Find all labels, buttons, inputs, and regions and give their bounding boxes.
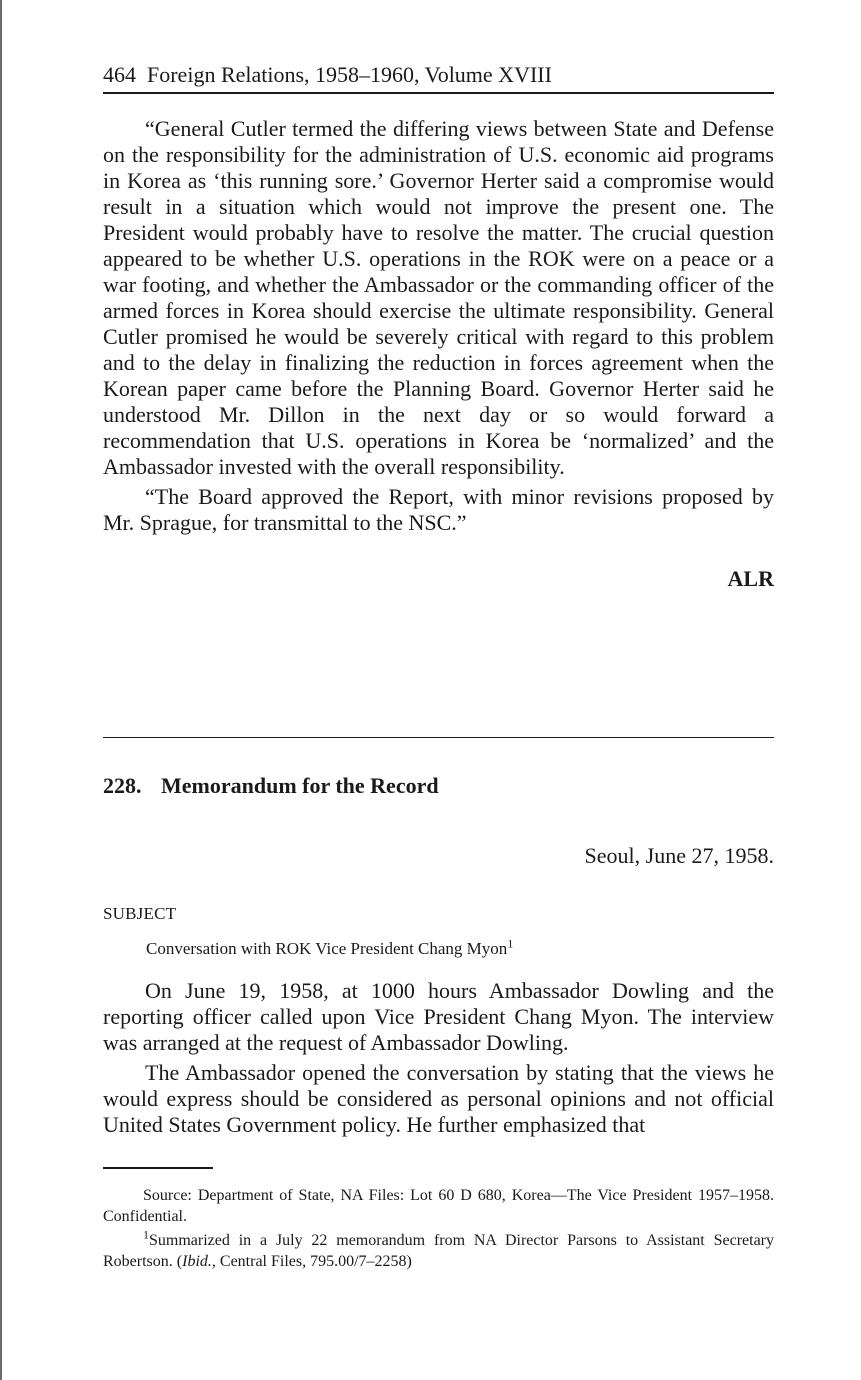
document-number: 228. [103, 773, 142, 798]
running-title: Foreign Relations, 1958–1960, Volume XVIII [147, 62, 552, 87]
paragraph: The Ambassador opened the conversation by stating that the views he would express should be considered as personal opinions and not official United States Government policy. He further emphasized that [103, 1060, 774, 1137]
signature-initials: ALR [727, 566, 774, 591]
subject-text: Conversation with ROK Vice President Chang Myon [146, 939, 508, 958]
document-title: Memorandum for the Record [161, 773, 439, 798]
source-note: Source: Department of State, NA Files: Lot 60 D 680, Korea—The Vice President 1957–1958. Confidential. [103, 1187, 774, 1225]
paragraph: “The Board approved the Report, with minor revisions proposed by Mr. Sprague, for transmittal to the NSC.” [103, 484, 774, 535]
subject-label: SUBJECT [103, 904, 177, 923]
page-number: 464 [103, 62, 136, 87]
header-rule [103, 92, 774, 94]
footnote-mark: 1 [143, 1227, 149, 1242]
document-separator [103, 737, 774, 738]
page-edge [0, 0, 2, 1380]
footnotes [103, 1185, 774, 1272]
document-body [103, 978, 774, 1138]
subject-line [146, 938, 513, 960]
paragraph: “General Cutler termed the differing views between State and Defense on the responsibility for the administration of U.S. economic aid programs in Korea as ‘this running sore.’ Governor Herter said a compromise would result in a situation which would not improve the present one. The President would probably have to resolve the matter. The crucial question appeared to be whether U.S. operations in the ROK were on a peace or a war footing, and whether the Ambassador or the commanding officer of the armed forces in Korea should exercise the ultimate responsibility. General Cutler promised he would be severely critical with regard to this problem and to the delay in finalizing the reduction in forces agreement when the Korean paper came before the Planning Board. Governor Herter said he understood Mr. Dillon in the next day or so would forward a recommendation that U.S. operations in Korea be ‘normalized’ and the Ambassador invested with the overall responsibility. [103, 116, 774, 479]
dateline: Seoul, June 27, 1958. [584, 843, 774, 868]
document-heading [103, 772, 774, 800]
footnote-rule [103, 1167, 213, 1169]
previous-document-body [103, 116, 774, 536]
footnote-1: $^1$Summarized in a July 22 memorandum from NA Director Parsons to Assistant Secretary Robertson. (Ibid., Central Files, 795.00/7–2258) [103, 1227, 774, 1270]
paragraph: On June 19, 1958, at 1000 hours Ambassador Dowling and the reporting officer called upon Vice President Chang Myon. The interview was arranged at the request of Ambassador Dowling. [103, 978, 774, 1055]
running-header [103, 60, 774, 90]
footnote-reference: 1 [507, 936, 514, 951]
